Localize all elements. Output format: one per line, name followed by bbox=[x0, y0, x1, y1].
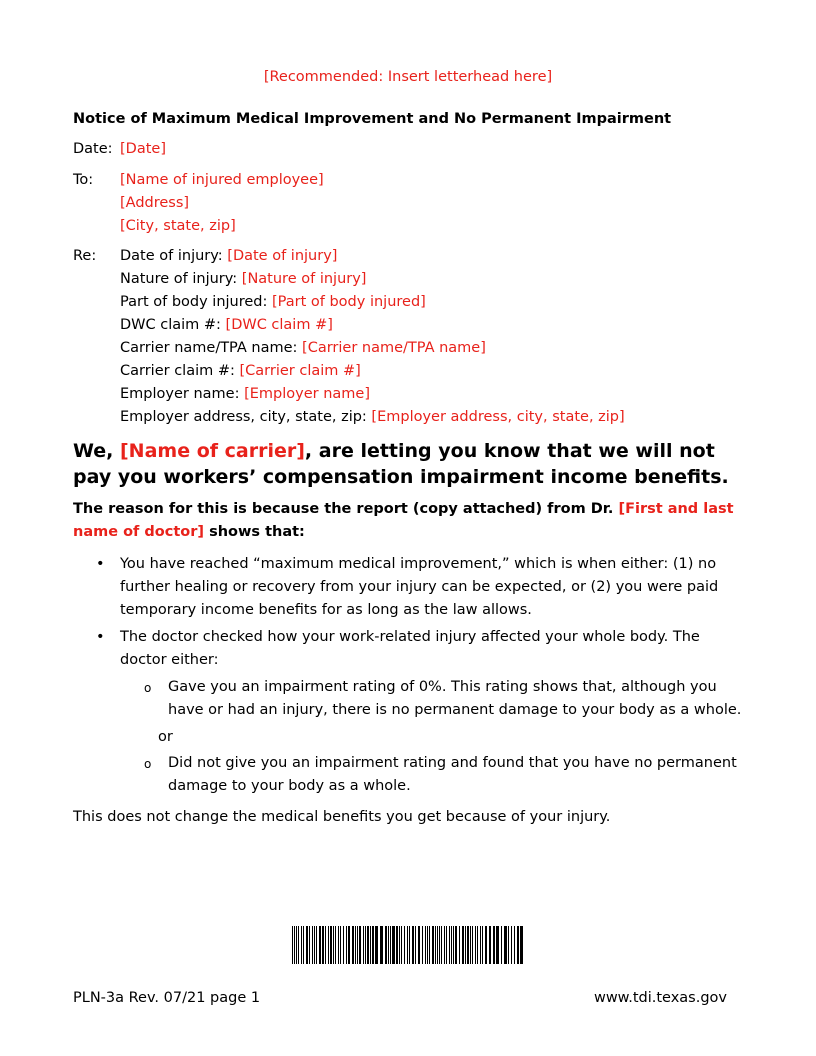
bullet-item-mmi: You have reached “maximum medical improvement,” which is when either: (1) no further healing or recovery from your injury can be expected, or (2) you were paid temporary income benefits for as long as the law allows. bbox=[120, 556, 719, 618]
barcode-bar bbox=[316, 926, 317, 964]
barcode-bar bbox=[412, 926, 414, 964]
barcode-bar bbox=[504, 926, 507, 964]
barcode-bar bbox=[340, 926, 341, 964]
re-label: Re: bbox=[73, 248, 97, 264]
barcode-bar bbox=[372, 926, 374, 964]
re-field-part-of-body bbox=[120, 292, 426, 312]
reason-suffix: shows that: bbox=[204, 524, 305, 540]
barcode-bar bbox=[472, 926, 473, 964]
date-value: [Date] bbox=[120, 141, 166, 157]
barcode-bar bbox=[465, 926, 466, 964]
doctor-name-placeholder: [First and last name of doctor] bbox=[73, 501, 734, 540]
barcode-bar bbox=[294, 926, 295, 964]
barcode-bar bbox=[459, 926, 460, 964]
barcode-bar bbox=[493, 926, 495, 964]
barcode-bar bbox=[309, 926, 310, 964]
barcode-bar bbox=[396, 926, 398, 964]
barcode-bar bbox=[508, 926, 509, 964]
sub-bullet-marker: o bbox=[144, 681, 152, 695]
re-field-dwc-claim bbox=[120, 315, 333, 335]
footer-form-id: PLN-3a Rev. 07/21 page 1 bbox=[73, 990, 261, 1006]
barcode-bar bbox=[409, 926, 410, 964]
re-field-value: [Nature of injury] bbox=[241, 271, 367, 287]
barcode-bar bbox=[346, 926, 347, 964]
barcode-bar bbox=[392, 926, 395, 964]
date-label: Date: bbox=[73, 141, 113, 157]
barcode-image bbox=[292, 926, 524, 964]
barcode-bar bbox=[449, 926, 450, 964]
barcode-bar bbox=[446, 926, 447, 964]
barcode-bar bbox=[514, 926, 515, 964]
barcode-bar bbox=[517, 926, 519, 964]
barcode-bar bbox=[470, 926, 471, 964]
reason-paragraph bbox=[73, 498, 753, 544]
re-field-value: [Employer address, city, state, zip] bbox=[371, 409, 625, 425]
barcode-bar bbox=[363, 926, 364, 964]
barcode-bar bbox=[477, 926, 478, 964]
barcode-bar bbox=[462, 926, 464, 964]
barcode-bar bbox=[333, 926, 334, 964]
recipient-address: [Address] bbox=[120, 195, 190, 211]
barcode-bar bbox=[489, 926, 491, 964]
re-field-value: [DWC claim #] bbox=[225, 317, 333, 333]
barcode-bar bbox=[367, 926, 369, 964]
barcode-bar bbox=[370, 926, 371, 964]
barcode-bar bbox=[314, 926, 315, 964]
barcode-bar bbox=[432, 926, 434, 964]
barcode-bar bbox=[343, 926, 344, 964]
barcode-bar bbox=[357, 926, 358, 964]
re-field-label: Employer address, city, state, zip: bbox=[120, 409, 367, 425]
re-field-employer-address bbox=[120, 407, 625, 427]
barcode-bar bbox=[325, 926, 326, 964]
re-field-label: Date of injury: bbox=[120, 248, 223, 264]
barcode-bar bbox=[480, 926, 481, 964]
barcode-bar bbox=[501, 926, 502, 964]
barcode-bar bbox=[292, 926, 293, 964]
barcode-bar bbox=[365, 926, 366, 964]
barcode-bar bbox=[301, 926, 302, 964]
or-connector: or bbox=[158, 729, 173, 745]
barcode-bar bbox=[399, 926, 400, 964]
re-field-label: Employer name: bbox=[120, 386, 240, 402]
barcode-bar bbox=[407, 926, 408, 964]
barcode-bar bbox=[439, 926, 440, 964]
barcode-bar bbox=[422, 926, 423, 964]
re-field-nature-of-injury bbox=[120, 269, 366, 289]
barcode-bar bbox=[306, 926, 308, 964]
barcode-bar bbox=[467, 926, 469, 964]
sub-item-zero-rating: Gave you an impairment rating of 0%. This rating shows that, although you have or had an injury, there is no permanent damage to your body as a whole. bbox=[168, 679, 742, 718]
re-field-label: Part of body injured: bbox=[120, 294, 268, 310]
barcode-bar bbox=[444, 926, 445, 964]
re-field-value: [Part of body injured] bbox=[272, 294, 426, 310]
barcode-bar bbox=[415, 926, 416, 964]
re-field-label: Nature of injury: bbox=[120, 271, 238, 287]
barcode-bar bbox=[312, 926, 313, 964]
barcode-bar bbox=[388, 926, 389, 964]
re-field-label: Carrier name/TPA name: bbox=[120, 340, 298, 356]
barcode-bar bbox=[355, 926, 356, 964]
barcode-bar bbox=[485, 926, 487, 964]
barcode-bar bbox=[401, 926, 402, 964]
barcode-bar bbox=[328, 926, 329, 964]
re-field-date-of-injury bbox=[120, 246, 337, 266]
sub-bullet-marker: o bbox=[144, 757, 152, 771]
to-label: To: bbox=[73, 172, 94, 188]
barcode-bar bbox=[482, 926, 483, 964]
barcode-bar bbox=[455, 926, 457, 964]
barcode-bar bbox=[441, 926, 442, 964]
barcode-bar bbox=[435, 926, 436, 964]
barcode-bar bbox=[475, 926, 476, 964]
re-field-label: DWC claim #: bbox=[120, 317, 221, 333]
re-field-employer-name bbox=[120, 384, 370, 404]
barcode-bar bbox=[359, 926, 361, 964]
notice-title: Notice of Maximum Medical Improvement and No Permanent Impairment bbox=[73, 111, 672, 127]
barcode-bar bbox=[418, 926, 420, 964]
barcode-bar bbox=[451, 926, 452, 964]
barcode-bar bbox=[427, 926, 428, 964]
footer-website: www.tdi.texas.gov bbox=[593, 990, 727, 1006]
barcode-bar bbox=[303, 926, 304, 964]
barcode-bar bbox=[298, 926, 299, 964]
barcode-bar bbox=[496, 926, 499, 964]
barcode-bar bbox=[520, 926, 523, 964]
bullet-item-doctor-check: The doctor checked how your work-related injury affected your whole body. The doctor either: bbox=[120, 629, 700, 668]
re-field-value: [Date of injury] bbox=[227, 248, 338, 264]
barcode-bar bbox=[425, 926, 426, 964]
reason-prefix: The reason for this is because the report (copy attached) from Dr. bbox=[73, 501, 619, 517]
headline bbox=[73, 438, 753, 490]
barcode-bar bbox=[319, 926, 321, 964]
re-field-value: [Carrier claim #] bbox=[239, 363, 361, 379]
barcode-bar bbox=[352, 926, 354, 964]
barcode-bar bbox=[511, 926, 512, 964]
barcode-bar bbox=[375, 926, 378, 964]
bullet-marker: • bbox=[96, 556, 105, 572]
re-field-value: [Carrier name/TPA name] bbox=[302, 340, 486, 356]
headline-prefix: We, bbox=[73, 440, 120, 462]
barcode-bar bbox=[338, 926, 339, 964]
re-field-label: Carrier claim #: bbox=[120, 363, 235, 379]
barcode-bar bbox=[380, 926, 383, 964]
headline-suffix: , are letting you know that we will not pay you workers’ compensation impairment income benefits. bbox=[73, 440, 729, 488]
letterhead-placeholder: [Recommended: Insert letterhead here] bbox=[263, 69, 553, 85]
barcode-bar bbox=[453, 926, 454, 964]
barcode-bar bbox=[390, 926, 391, 964]
barcode-bar bbox=[437, 926, 438, 964]
bullet-marker: • bbox=[96, 629, 105, 645]
carrier-name-placeholder: [Name of carrier] bbox=[120, 440, 305, 462]
sub-item-no-rating: Did not give you an impairment rating and found that you have no permanent damage to your body as a whole. bbox=[168, 755, 737, 794]
re-field-carrier-claim bbox=[120, 361, 361, 381]
barcode-bar bbox=[322, 926, 324, 964]
barcode-bar bbox=[330, 926, 332, 964]
barcode-bar bbox=[296, 926, 297, 964]
closing-statement: This does not change the medical benefits you get because of your injury. bbox=[73, 809, 611, 825]
barcode-bar bbox=[404, 926, 405, 964]
re-field-carrier-name bbox=[120, 338, 486, 358]
barcode-bar bbox=[429, 926, 430, 964]
re-field-value: [Employer name] bbox=[244, 386, 370, 402]
barcode-bar bbox=[335, 926, 336, 964]
recipient-name: [Name of injured employee] bbox=[120, 172, 324, 188]
barcode-bar bbox=[348, 926, 350, 964]
recipient-city-state-zip: [City, state, zip] bbox=[120, 218, 236, 234]
barcode-bar bbox=[385, 926, 387, 964]
